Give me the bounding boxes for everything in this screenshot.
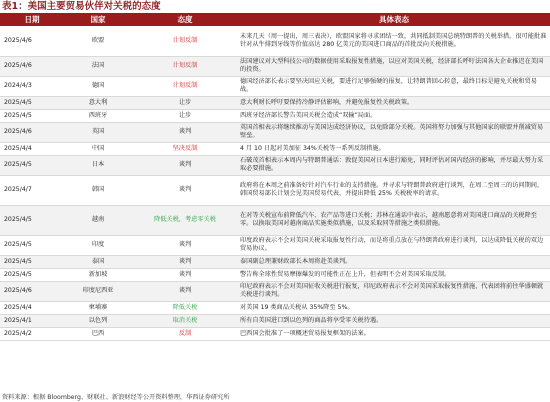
header-date: 日期 bbox=[0, 13, 64, 26]
table-row bbox=[0, 314, 550, 327]
row-attitude: 反制 bbox=[132, 327, 238, 340]
row-country: 印度 bbox=[64, 235, 132, 255]
row-attitude: 计划反制 bbox=[132, 56, 238, 76]
row-attitude: 取消关税 bbox=[132, 314, 238, 327]
row-details: 政府将在本周之前准备好针对汽车行业的支持措施。并寻求与特朗普政府进行谈判，在周二至周三的访问期间，韩国贸易部长计划会见美国贸易代表，并提出降低 25% 关税税率的请求。 bbox=[238, 175, 550, 205]
table-row bbox=[0, 268, 550, 281]
table-row bbox=[0, 109, 550, 122]
row-attitude: 谈判 bbox=[132, 281, 238, 301]
table-row bbox=[0, 155, 550, 175]
table-row bbox=[0, 235, 550, 255]
row-details: 德国经济部长表示要坚决回应关税，要进行足够强硬的报复，让特朗普回心转意，最终目标是避免关税和贸易战。 bbox=[238, 76, 550, 96]
row-country: 欧盟 bbox=[64, 26, 132, 56]
row-details: 印度政府表示不会对美国关税采取报复性行动，而是将重点放在与特朗普政府进行谈判，以达成降低关税的双边贸易协议。 bbox=[238, 235, 550, 255]
row-country: 新加坡 bbox=[64, 268, 132, 281]
row-date: 2025/4/6 bbox=[0, 26, 64, 56]
table-row bbox=[0, 301, 550, 314]
row-country: 巴西 bbox=[64, 327, 132, 340]
row-date: 2025/4/4 bbox=[0, 142, 64, 155]
row-details: 巴西国会批准了一项概述贸易报复框架的法案。 bbox=[238, 327, 550, 340]
table-row bbox=[0, 76, 550, 96]
row-country: 越南 bbox=[64, 205, 132, 235]
row-country: 西班牙 bbox=[64, 109, 132, 122]
row-details: 意大利财长呼吁要保持冷静评估影响，并避免报复性关税政策。 bbox=[238, 96, 550, 109]
table-row bbox=[0, 327, 550, 340]
row-details: 对美国 19 类商品关税从 35%降至 5%。 bbox=[238, 301, 550, 314]
row-date: 2025/4/5 bbox=[0, 155, 64, 175]
row-date: 2025/4/5 bbox=[0, 255, 64, 268]
row-attitude: 谈判 bbox=[132, 155, 238, 175]
row-details: 未来几天（周一提出，周三表决），欧盟国家将寻求团结一致，共同抵制美国总统特朗普的关税举措。很可能批准针对从牛排到牙线等价值高达 280 亿美元的美国进口商品的首批反向关税措施。 bbox=[238, 26, 550, 56]
row-details: 泰国副总理兼财政部长本周将赴美谈判。 bbox=[238, 255, 550, 268]
row-details: 英国首相表示将继续推动与美国达成经济协议，以免除部分关税。英国将努力加强与其他国家的联盟并削减贸易壁垒。 bbox=[238, 122, 550, 142]
row-details: 所有自美国进口到以色列的商品将享受零关税待遇。 bbox=[238, 314, 550, 327]
row-attitude: 计划反制 bbox=[132, 76, 238, 96]
table-row bbox=[0, 122, 550, 142]
table-row bbox=[0, 56, 550, 76]
table-row bbox=[0, 142, 550, 155]
table-row bbox=[0, 26, 550, 56]
row-details: 警告称全球性贸易摩擦爆发的可能性正在上升，但表明不会对美国采取反制。 bbox=[238, 268, 550, 281]
table-row bbox=[0, 205, 550, 235]
table-row bbox=[0, 175, 550, 205]
row-date: 2025/4/5 bbox=[0, 96, 64, 109]
header-details: 具体表态 bbox=[238, 13, 550, 26]
table-row bbox=[0, 96, 550, 109]
row-attitude: 谈判 bbox=[132, 268, 238, 281]
row-attitude: 坚决反制 bbox=[132, 142, 238, 155]
row-country: 泰国 bbox=[64, 255, 132, 268]
row-date: 2025/4/6 bbox=[0, 281, 64, 301]
row-country: 中国 bbox=[64, 142, 132, 155]
table-title: 表1：美国主要贸易伙伴对关税的态度 bbox=[2, 1, 161, 12]
row-date: 2025/4/1 bbox=[0, 314, 64, 327]
row-details: 在对等关税宣布前降低汽车、农产品等进口关税；苏林在通话中表示，越南愿意将对美国进口商品的关税降至零。以换取美国对越南商品实施类似措施，以及采取同等措施之类似措施。 bbox=[238, 205, 550, 235]
row-attitude: 让步 bbox=[132, 109, 238, 122]
row-attitude: 谈判 bbox=[132, 255, 238, 268]
row-country: 以色列 bbox=[64, 314, 132, 327]
row-details: 石破茂首相表示本周内与特朗普通话：敦促美国对日本进行豁免，同时评估对国内经济的影响，并尽最大努力采取必要措施。 bbox=[238, 155, 550, 175]
row-country: 英国 bbox=[64, 122, 132, 142]
table-row bbox=[0, 255, 550, 268]
header-attitude: 态度 bbox=[132, 13, 238, 26]
table-header-row bbox=[0, 13, 550, 26]
row-date: 2025/4/6 bbox=[0, 56, 64, 76]
row-details: 法国建议对大型科技公司的数据使用采取报复性措施，以应对美国关税，经济部长呼吁法国各大企业推迟在美国的投资。 bbox=[238, 56, 550, 76]
row-details: 4 月 10 日起对美加征 34%关税等一系列反制措施。 bbox=[238, 142, 550, 155]
row-date: 2025/4/5 bbox=[0, 235, 64, 255]
header-country: 国家 bbox=[64, 13, 132, 26]
row-details: 印尼政府表示不会对美国征收关税进行报复，印尼政府表示不会对美国采取报复性措施，代表团将前往华盛顿就关税进行谈判。 bbox=[238, 281, 550, 301]
row-attitude: 谈判 bbox=[132, 235, 238, 255]
row-date: 2024/4/3 bbox=[0, 76, 64, 96]
row-attitude: 谈判 bbox=[132, 122, 238, 142]
source-note: 资料来源：根据 Bloomberg、财联社、新浪财经等公开资料整理，华西证券研究所 bbox=[2, 394, 230, 401]
row-date: 2025/4/5 bbox=[0, 268, 64, 281]
row-attitude: 计划反制 bbox=[132, 26, 238, 56]
tariff-attitude-table bbox=[0, 13, 550, 341]
row-country: 意大利 bbox=[64, 96, 132, 109]
row-country: 印度尼西亚 bbox=[64, 281, 132, 301]
row-country: 德国 bbox=[64, 76, 132, 96]
row-attitude: 降低关税，考虑零关税 bbox=[132, 205, 238, 235]
row-attitude: 让步 bbox=[132, 96, 238, 109]
row-date: 2025/4/5 bbox=[0, 205, 64, 235]
table-row bbox=[0, 281, 550, 301]
row-date: 2025/4/6 bbox=[0, 122, 64, 142]
row-date: 2025/4/7 bbox=[0, 175, 64, 205]
row-country: 韩国 bbox=[64, 175, 132, 205]
row-date: 2025/4/5 bbox=[0, 109, 64, 122]
row-date: 2025/4/4 bbox=[0, 301, 64, 314]
row-date: 2025/4/2 bbox=[0, 327, 64, 340]
row-country: 日本 bbox=[64, 155, 132, 175]
row-details: 西班牙经济部长警告美国关税会造成“双输”局面。 bbox=[238, 109, 550, 122]
row-country: 柬埔寨 bbox=[64, 301, 132, 314]
row-attitude: 降低关税 bbox=[132, 301, 238, 314]
row-country: 法国 bbox=[64, 56, 132, 76]
row-attitude: 谈判 bbox=[132, 175, 238, 205]
